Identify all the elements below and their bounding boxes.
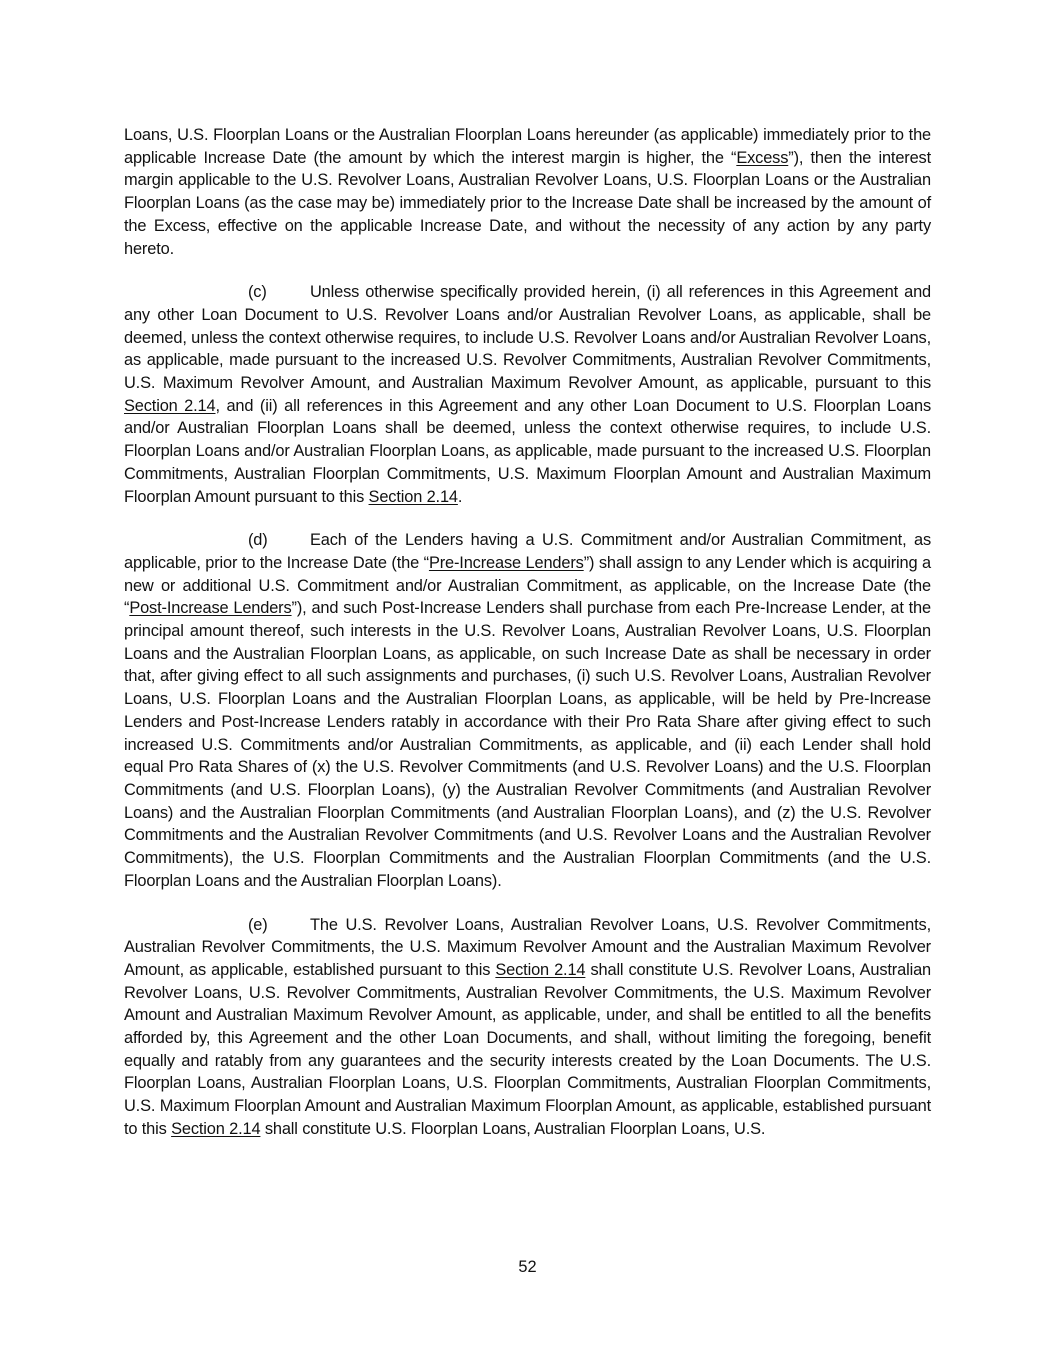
paragraph-e — [124, 914, 931, 1141]
section-reference: Section 2.14 — [171, 1119, 261, 1138]
section-reference: Section 2.14 — [495, 960, 586, 979]
section-reference: Section 2.14 — [124, 396, 216, 415]
text-segment: , and (ii) all references in this Agreement and any other Loan Document to U.S. Floorplan Loans and/or Australian Floorplan Loans shall be deemed, unless the context otherwise requires, to include U.S. Floorplan Loans and/or Australian Floorplan Loans, as applicable, made pursuant to the increased U.S. Floorplan Commitments, Australian Floorplan Commitments, U.S. Maximum Floorplan Amount and Australian Maximum Floorplan Amount pursuant to this — [124, 396, 932, 506]
text-segment: Loans, U.S. Floorplan Loans or the Australian Floorplan Loans hereunder (as applicable) immediately prior to the applicable Increase Date (the amount by which the interest margin is higher, the “ — [124, 126, 931, 167]
document-page — [124, 124, 931, 1162]
text-segment: The U.S. Revolver Loans, Australian Revolver Loans, U.S. Revolver Commitments, Australian Revolver Commitments, the U.S. Maximum Revolver Amount and the Australian Maximum Revolver Amount, as applicable, established pursuant to this — [124, 915, 931, 979]
text-segment: shall constitute U.S. Revolver Loans, Australian Revolver Loans, U.S. Revolver Commitments, Australian Revolver Commitments, the U.S. Maximum Revolver Amount and Australian Maximum Revolver Amount, as applicable, under, and shall be entitled to all the benefits afforded by, this Agreement and the other Loan Documents, and shall, without limiting the foregoing, benefit equally and ratably from any guarantees and the security interests created by the Loan Documents. The U.S. Floorplan Loans, Australian Floorplan Loans, U.S. Floorplan Commitments, Australian Floorplan Commitments, U.S. Maximum Floorplan Amount and Australian Maximum Floorplan Amount, as applicable, established pursuant to this — [124, 960, 931, 1138]
text-segment: ”), then the interest margin applicable to the U.S. Revolver Loans, Australian Revolver Loans, U.S. Floorplan Loans or the Australian Floorplan Loans (as the case may be) immediately prior to the Increase Date shall be increased by the amount of the Excess, effective on the applicable Increase Date, and without the necessity of any action by any party hereto. — [124, 148, 932, 258]
text-segment: . — [457, 487, 463, 506]
defined-term-excess: Excess — [736, 148, 789, 167]
text-segment: Unless otherwise specifically provided herein, (i) all references in this Agreement and any other Loan Document to U.S. Revolver Loans and/or Australian Revolver Loans, as applicable, shall be deemed, unless the context otherwise requires, to include U.S. Revolver Loans and/or Australian Revolver Loans, as applicable, made pursuant to the increased U.S. Revolver Commitments, Australian Revolver Commitments, U.S. Maximum Revolver Amount, and Australian Maximum Revolver Amount, as applicable, pursuant to this — [124, 283, 931, 393]
defined-term-pre-increase-lenders: Pre-Increase Lenders — [428, 553, 584, 572]
text-segment: ”), and such Post-Increase Lenders shall purchase from each Pre-Increase Lender, at the principal amount thereof, such interests in the U.S. Revolver Loans, Australian Revolver Loans, U.S. Floorplan Loans and the Australian Floorplan Loans, as applicable, on such Increase Date as shall be necessary in order that, after giving effect to all such assignments and purchases, (i) such U.S. Revolver Loans, Australian Revolver Loans, U.S. Floorplan Loans and the Australian Floorplan Loans, as applicable, will be held by Pre-Increase Lenders and Post-Increase Lenders ratably in accordance with their Pro Rata Share after giving effect to such increased U.S. Commitments and/or Australian Commitments, as applicable, and (ii) each Lender shall hold equal Pro Rata Shares of (x) the U.S. Revolver Commitments (and U.S. Revolver Loans) and the U.S. Floorplan Commitments (and U.S. Floorplan Loans), (y) the Australian Revolver Commitments (and Australian Revolver Loans) and the Australian Floorplan Commitments (and Australian Floorplan Loans), and (z) the U.S. Revolver Commitments and the Australian Revolver Commitments (and U.S. Revolver Loans and the Australian Revolver Commitments), the U.S. Floorplan Commitments and the Australian Floorplan Commitments (and the U.S. Floorplan Loans and the Australian Floorplan Loans). — [124, 599, 931, 890]
paragraph-label-c: (c) — [248, 283, 267, 302]
paragraph-c — [124, 281, 931, 508]
text-segment: shall constitute U.S. Floorplan Loans, Australian Floorplan Loans, U.S. — [260, 1119, 766, 1138]
text-segment: Each of the Lenders having a U.S. Commitment and/or Australian Commitment, as applicable, prior to the Increase Date (the “ — [124, 531, 931, 572]
paragraph-label-d: (d) — [248, 531, 268, 550]
text-segment: ”) shall assign to any Lender which is acquiring a new or additional U.S. Commitment and/or Australian Commitment, as applicable, on the Increase Date (the “ — [124, 553, 931, 618]
page-number: 52 — [518, 1258, 537, 1276]
section-reference: Section 2.14 — [368, 487, 458, 506]
paragraph-d — [124, 529, 931, 892]
paragraph-continuation — [124, 124, 931, 260]
paragraph-label-e: (e) — [248, 915, 268, 934]
defined-term-post-increase-lenders: Post-Increase Lenders — [129, 599, 292, 618]
